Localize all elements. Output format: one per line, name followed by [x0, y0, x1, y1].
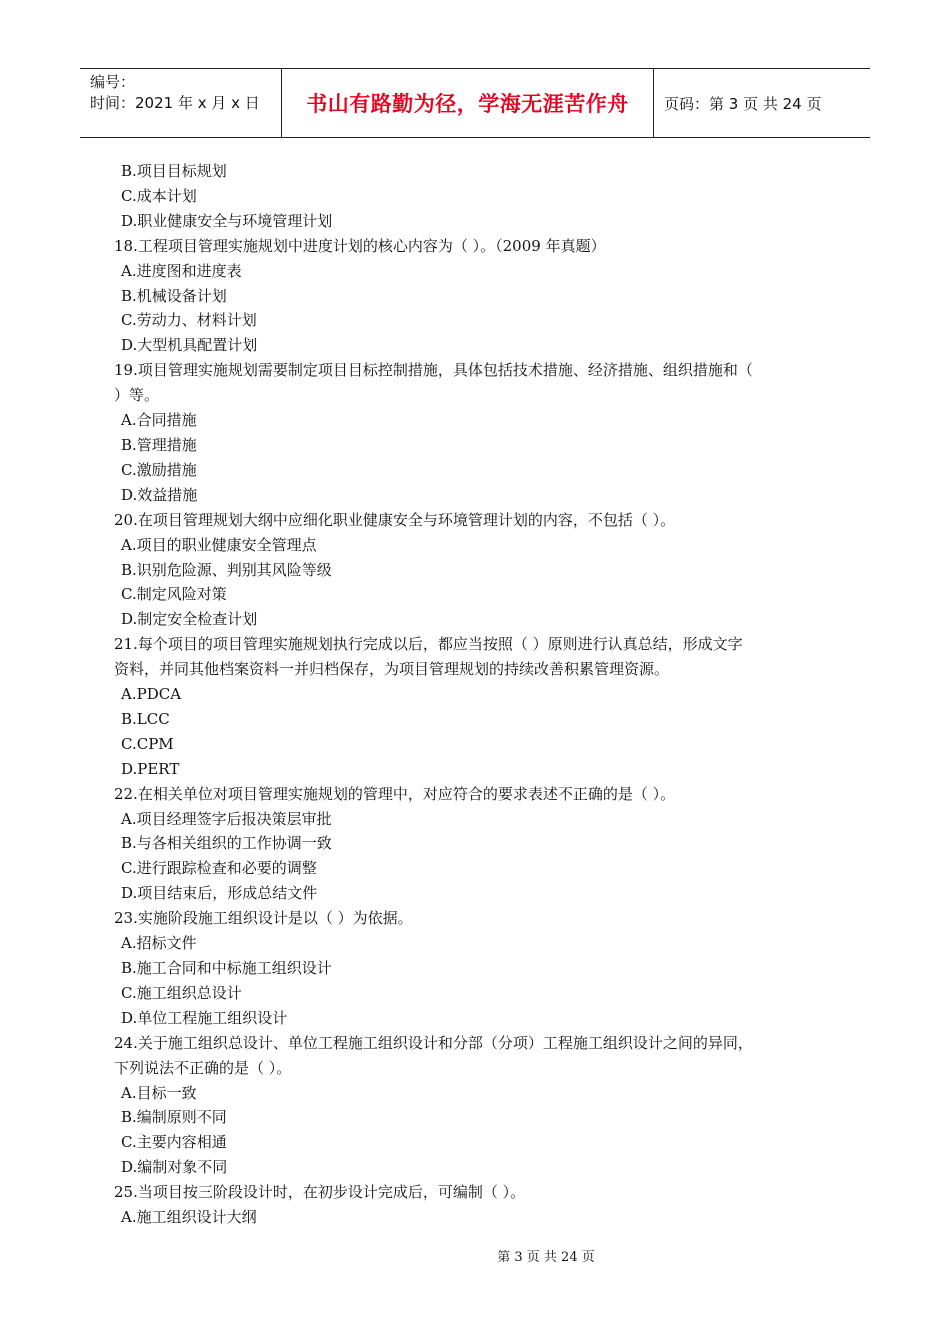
- answer-option: A.施工组织设计大纲: [121, 1208, 257, 1227]
- answer-option: B.机械设备计划: [121, 286, 227, 305]
- answer-option: D.编制对象不同: [121, 1158, 228, 1177]
- header-motto: 书山有路勤为径，学海无涯苦作舟: [306, 92, 629, 116]
- answer-option: D.项目结束后，形成总结文件: [121, 884, 318, 903]
- answer-option: D.效益措施: [121, 485, 198, 504]
- question-text: 下列说法不正确的是（ ）。: [114, 1058, 292, 1077]
- header-motto-cell: [282, 69, 654, 137]
- answer-option: B.编制原则不同: [121, 1108, 227, 1127]
- answer-option: A.进度图和进度表: [121, 261, 242, 280]
- header-page-info: 页码：第 3 页 共 24 页: [664, 94, 822, 113]
- question-text: 25.当项目按三阶段设计时，在初步设计完成后，可编制（ ）。: [114, 1183, 526, 1202]
- answer-option: B.LCC: [121, 709, 170, 728]
- document-number-label: 编号：: [90, 73, 136, 91]
- answer-option: A.合同措施: [121, 411, 197, 430]
- footer-page-number: 第 3 页 共 24 页: [497, 1250, 595, 1265]
- answer-option: C.施工组织总设计: [121, 983, 242, 1002]
- answer-option: C.成本计划: [121, 186, 197, 205]
- answer-option: C.进行跟踪检查和必要的调整: [121, 859, 317, 878]
- header-meta-cell: [80, 69, 282, 137]
- answer-option: C.制定风险对策: [121, 585, 227, 604]
- answer-option: D.大型机具配置计划: [121, 336, 258, 355]
- answer-option: D.PERT: [121, 759, 180, 778]
- answer-option: B.项目目标规划: [121, 162, 227, 180]
- question-text: 20.在项目管理规划大纲中应细化职业健康安全与环境管理计划的内容，不包括（ ）。: [114, 510, 676, 529]
- answer-option: B.管理措施: [121, 435, 197, 454]
- question-text: ）等。: [114, 386, 160, 405]
- answer-option: A.招标文件: [121, 934, 197, 953]
- question-list: [114, 159, 834, 1230]
- answer-option: C.激励措施: [121, 460, 197, 479]
- page-header: [80, 68, 870, 138]
- answer-option: A.PDCA: [121, 685, 182, 704]
- answer-option: B.与各相关组织的工作协调一致: [121, 834, 332, 853]
- page-footer: [0, 1246, 950, 1265]
- answer-option: A.目标一致: [121, 1083, 197, 1102]
- question-text: 24.关于施工组织总设计、单位工程施工组织设计和分部（分项）工程施工组织设计之间的异同，: [114, 1033, 753, 1052]
- question-text: 18.工程项目管理实施规划中进度计划的核心内容为（ ）。（2009 年真题）: [114, 236, 606, 255]
- question-text: 19.项目管理实施规划需要制定项目目标控制措施，具体包括技术措施、经济措施、组织措施和（: [114, 361, 753, 380]
- answer-option: D.单位工程施工组织设计: [121, 1008, 288, 1027]
- header-page-cell: [654, 69, 870, 137]
- answer-option: A.项目的职业健康安全管理点: [121, 535, 317, 554]
- answer-option: C.CPM: [121, 734, 174, 753]
- question-text: 22.在相关单位对项目管理实施规划的管理中，对应符合的要求表述不正确的是（ ）。: [114, 784, 676, 803]
- question-text: 资料，并同其他档案资料一并归档保存，为项目管理规划的持续改善积累管理资源。: [114, 660, 670, 679]
- answer-option: B.识别危险源、判别其风险等级: [121, 560, 332, 579]
- answer-option: D.职业健康安全与环境管理计划: [121, 211, 333, 230]
- answer-option: C.劳动力、材料计划: [121, 311, 257, 330]
- answer-option: A.项目经理签字后报决策层审批: [121, 809, 332, 828]
- question-text: 23.实施阶段施工组织设计是以（ ）为依据。: [114, 909, 413, 928]
- answer-option: D.制定安全检查计划: [121, 610, 258, 629]
- answer-option: C.主要内容相通: [121, 1133, 227, 1152]
- question-text: 21.每个项目的项目管理实施规划执行完成以后，都应当按照（ ）原则进行认真总结，形成文字: [114, 635, 743, 654]
- answer-option: B.施工合同和中标施工组织设计: [121, 959, 332, 977]
- document-date-label: 时间：2021 年 x 月 x 日: [90, 94, 260, 112]
